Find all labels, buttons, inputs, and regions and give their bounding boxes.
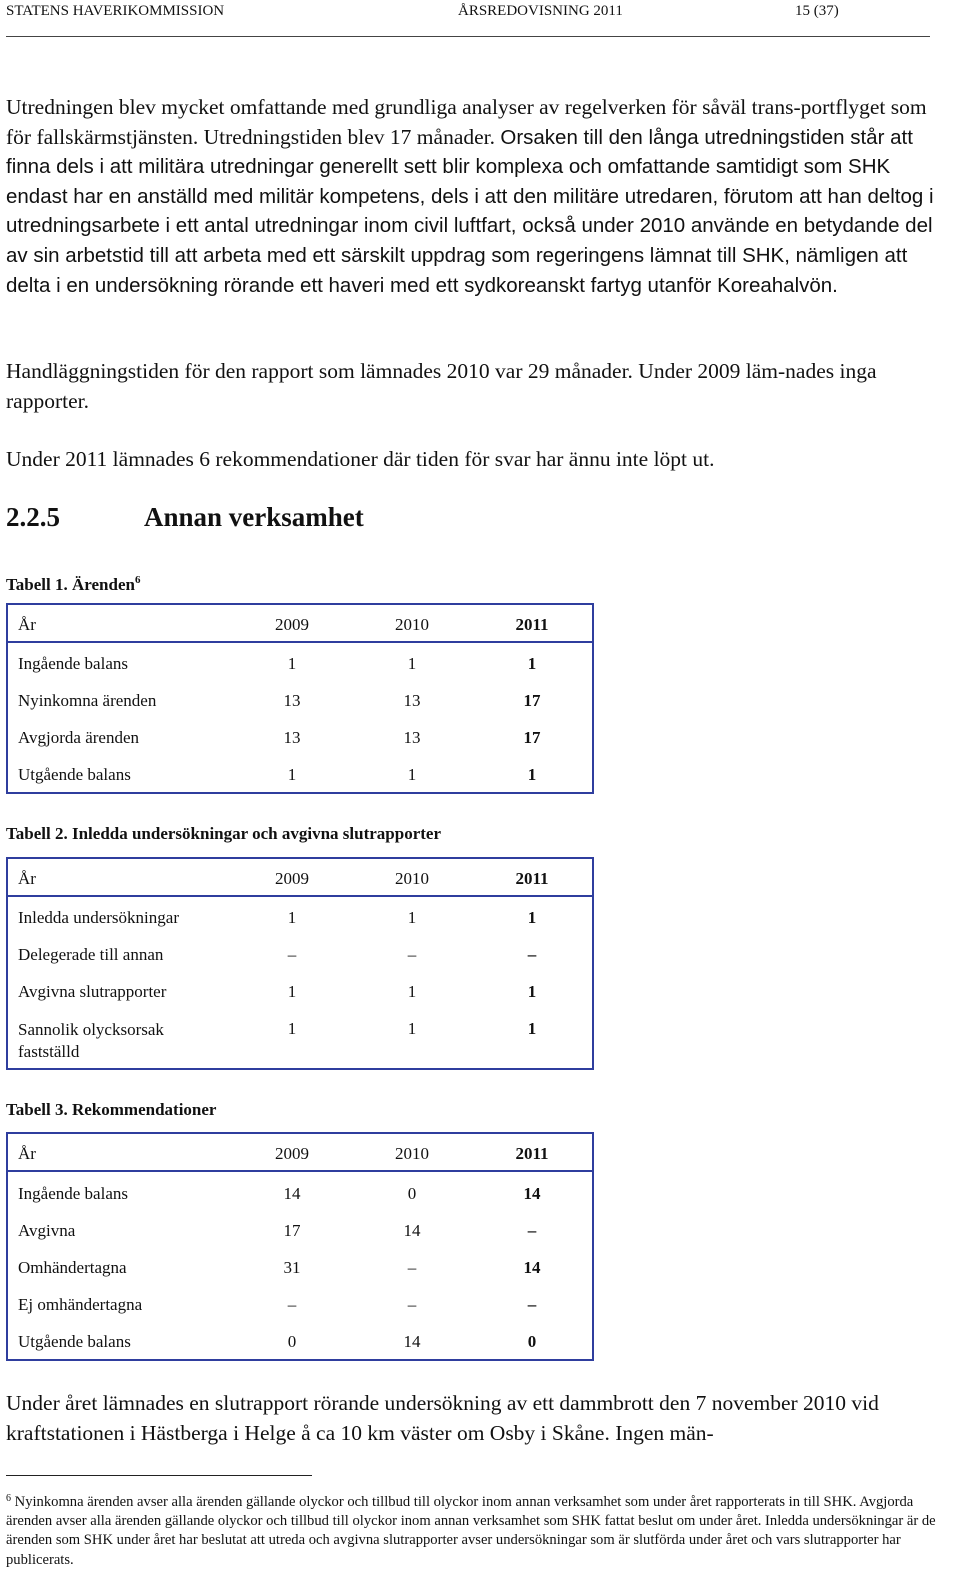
value-2009: 17: [283, 1221, 301, 1240]
row-label: Ej omhändertagna: [18, 1295, 143, 1314]
header-report-title: ÅRSREDOVISNING 2011: [458, 3, 623, 19]
header-cell-year: År: [18, 615, 36, 634]
value-2011: –: [527, 1295, 537, 1314]
value-2011: 1: [527, 908, 537, 927]
value-2009: –: [287, 945, 297, 964]
value-2011: 1: [527, 765, 537, 784]
value-2011: –: [527, 1221, 537, 1240]
paragraph-processing-time: Handläggningstiden för den rapport som lämnades 2010 var 29 månader. Under 2009 läm-nades inga rapporter.: [6, 359, 877, 413]
header-cell-2011: 2011: [515, 869, 549, 888]
row-label: Sannolik olycksorsak fastställd: [18, 1020, 164, 1061]
footnote-text: Nyinkomna ärenden avser alla ärenden gällande olyckor och tillbud till olyckor inom annan verksamhet som under året rapporterats in till SHK. Avgjorda ärenden avser alla ärenden gällande olyckor och tillbud till olyckor inom annan verksamhet som SHK fattat beslut om under året. Inledda undersökningar är de ärenden som SHK under året har beslutat att utreda och avgivna slutrapporter avser undersökningar som är slutförda under året och vars slutrapporter har publicerats.: [6, 1494, 936, 1568]
header-cell-year: År: [18, 869, 36, 888]
header-cell-2009: 2009: [275, 615, 309, 634]
header-cell-2011: 2011: [515, 615, 549, 634]
table-header-row: [8, 1134, 592, 1172]
footnote: [6, 1489, 956, 1570]
value-2009: 0: [287, 1332, 297, 1351]
value-2009: 1: [287, 765, 297, 784]
table-3-caption: Tabell 3. Rekommendationer: [6, 1100, 217, 1119]
row-label: Utgående balans: [18, 765, 131, 784]
header-organization: STATENS HAVERIKOMMISSION: [6, 3, 225, 19]
section-title: Annan verksamhet: [144, 502, 364, 532]
header-cell-year: År: [18, 1144, 36, 1163]
value-2011: 14: [523, 1258, 541, 1277]
section-number: 2.2.5: [6, 502, 60, 532]
header-cell-2009: 2009: [275, 869, 309, 888]
value-2011: 1: [527, 654, 537, 673]
table-2-caption: Tabell 2. Inledda undersökningar och avgivna slutrapporter: [6, 824, 442, 843]
value-2010: –: [407, 945, 417, 964]
paragraph-recommendations: Under 2011 lämnades 6 rekommendationer där tiden för svar har ännu inte löpt ut.: [6, 447, 715, 471]
value-2011: 14: [523, 1184, 541, 1203]
value-2010: –: [407, 1258, 417, 1277]
value-2009: 1: [287, 982, 297, 1001]
value-2009: 31: [283, 1258, 301, 1277]
row-label: Avgivna: [18, 1221, 76, 1240]
paragraph-investigation: [6, 93, 952, 300]
table-header-row: [8, 605, 592, 643]
footnote-reference: 6: [134, 574, 141, 586]
table-1: [6, 603, 594, 794]
value-2010: 1: [407, 654, 417, 673]
table-2: [6, 857, 594, 1070]
paragraph-investigation-lead: Utredningen blev mycket omfattande med grundliga analyser av regelverken för såväl trans-portflyget som för fallskärmstjänsten. Utredningstiden blev 17 månader.: [6, 95, 927, 149]
header-cell-2009: 2009: [275, 1144, 309, 1163]
footnote-divider: [6, 1475, 312, 1476]
row-label: Ingående balans: [18, 1184, 128, 1203]
value-2010: 14: [403, 1221, 421, 1240]
value-2009: 1: [287, 908, 297, 927]
row-label: Ingående balans: [18, 654, 128, 673]
page-header: [6, 3, 930, 25]
row-label: Nyinkomna ärenden: [18, 691, 157, 710]
value-2011: –: [527, 945, 537, 964]
value-2010: 0: [407, 1184, 417, 1203]
footnote-number: 6: [6, 1493, 11, 1504]
header-cell-2010: 2010: [395, 1144, 429, 1163]
value-2010: 1: [407, 982, 417, 1001]
value-2011: 1: [527, 1019, 537, 1038]
value-2011: 0: [527, 1332, 537, 1351]
value-2010: 14: [403, 1332, 421, 1351]
value-2010: 1: [407, 908, 417, 927]
value-2009: 14: [283, 1184, 301, 1203]
value-2009: 13: [283, 691, 301, 710]
value-2009: –: [287, 1295, 297, 1314]
header-page-number: 15 (37): [795, 3, 839, 19]
value-2011: 1: [527, 982, 537, 1001]
value-2009: 1: [287, 654, 297, 673]
header-cell-2010: 2010: [395, 869, 429, 888]
value-2010: 13: [403, 691, 421, 710]
table-1-caption-text: Tabell 1. Ärenden: [6, 575, 135, 594]
value-2009: 1: [287, 1019, 297, 1038]
header-cell-2010: 2010: [395, 615, 429, 634]
header-cell-2011: 2011: [515, 1144, 549, 1163]
table-1-caption: [6, 570, 140, 595]
value-2010: 1: [407, 765, 417, 784]
table-3: [6, 1132, 594, 1361]
row-label: Delegerade till annan: [18, 945, 164, 964]
value-2009: 13: [283, 728, 301, 747]
value-2011: 17: [523, 691, 541, 710]
row-label: Utgående balans: [18, 1332, 131, 1351]
value-2010: –: [407, 1295, 417, 1314]
value-2010: 1: [407, 1019, 417, 1038]
row-label: Avgivna slutrapporter: [18, 982, 167, 1001]
paragraph-investigation-rest: Orsaken till den långa utredningstiden står att finna dels i att militära utredningar generellt sett blir komplexa och omfattande samtidigt som SHK endast har en anställd med militär kompetens, dels i att den militäre utredaren, förutom att han deltog i utredningsarbete i ett antal utredningar inom civil luftfart, också under 2010 använde en betydande del av sin arbetstid till att arbeta med ett särskilt uppdrag som regeringens lämnat till SHK, nämligen att delta i en undersökning rörande ett haveri med ett sydkoreanskt fartyg utanför Koreahalvön.: [6, 125, 934, 297]
header-divider: [6, 36, 930, 37]
paragraph-dam-failure: Under året lämnades en slutrapport rörande undersökning av ett dammbrott den 7 november 2010 vid kraftstationen i Hästberga i Helge å ca 10 km väster om Osby i Skåne. Ingen män-: [6, 1391, 879, 1445]
value-2011: 17: [523, 728, 541, 747]
row-label: Inledda undersökningar: [18, 908, 179, 927]
value-2010: 13: [403, 728, 421, 747]
table-header-row: [8, 859, 592, 897]
row-label: Avgjorda ärenden: [18, 728, 139, 747]
row-label: Omhändertagna: [18, 1258, 127, 1277]
